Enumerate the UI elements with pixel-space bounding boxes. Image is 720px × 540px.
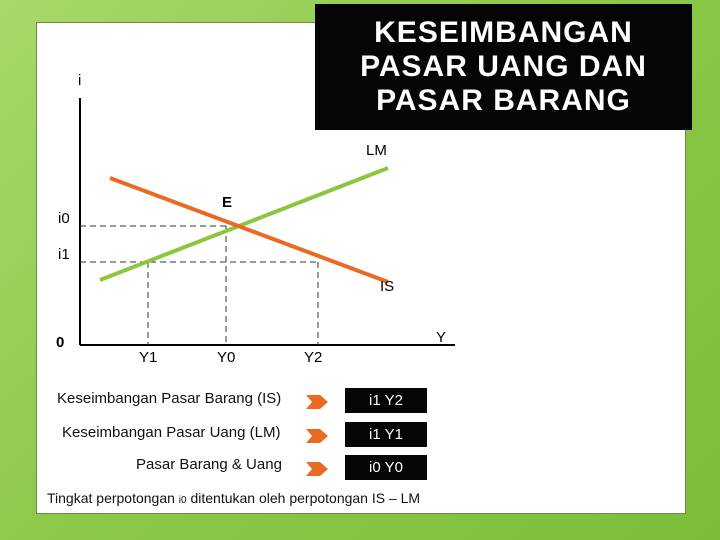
footer-note [47,490,420,506]
y1-label: Y1 [139,349,158,366]
y-axis-label: i [78,72,82,89]
y2-label: Y2 [304,349,323,366]
i0-label: i0 [58,210,70,227]
footer-after: ditentukan oleh perpotongan IS – LM [186,490,421,506]
chevron-arrow-icon [306,427,330,445]
y0-label: Y0 [217,349,236,366]
result-both: i0 Y0 [345,455,427,480]
footer-before: Tingkat perpotongan [47,490,179,506]
row-label-lm: Keseimbangan Pasar Uang (LM) [62,424,281,441]
lm-curve [100,168,388,280]
row-label-both: Pasar Barang & Uang [136,456,282,473]
is-label: IS [380,278,395,295]
lm-label: LM [366,142,387,159]
footer-sub: i0 [178,495,187,506]
equilibrium-label: E [222,194,233,211]
result-lm: i1 Y1 [345,422,427,447]
title-line-3: PASAR BARANG [376,84,631,117]
title-line-2: PASAR UANG DAN [360,50,647,83]
i1-label: i1 [58,246,70,263]
is-curve [110,178,388,282]
x-axis-label: Y [436,329,447,346]
chevron-arrow-icon [306,393,330,411]
row-label-is: Keseimbangan Pasar Barang (IS) [57,390,282,407]
title-line-1: KESEIMBANGAN [374,16,633,49]
chevron-arrow-icon [306,460,330,478]
origin-label: 0 [56,334,65,351]
result-is: i1 Y2 [345,388,427,413]
